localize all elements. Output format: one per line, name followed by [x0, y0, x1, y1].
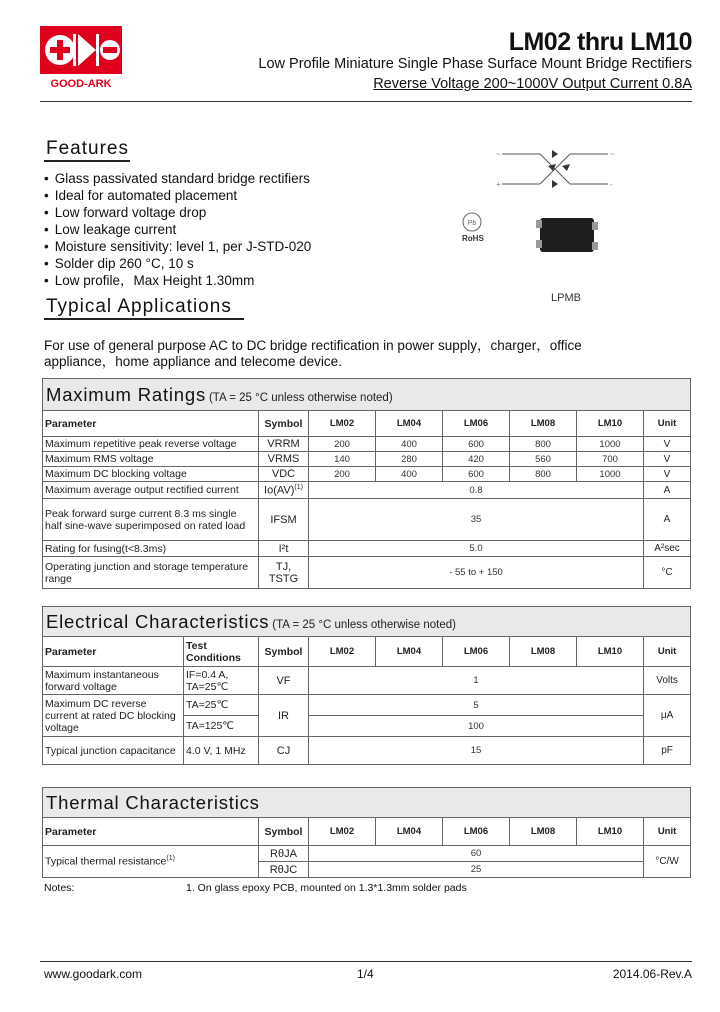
- symbol-cell: VDC: [259, 467, 309, 482]
- param-cell: Maximum DC blocking voltage: [43, 467, 259, 482]
- param-cell: Maximum average output rectified current: [43, 482, 259, 499]
- table-row: [43, 467, 691, 482]
- svg-text:-: -: [610, 180, 613, 189]
- col-header: Symbol: [259, 637, 309, 667]
- value-cell: - 55 to + 150: [309, 557, 644, 589]
- condition-cell: IF=0.4 A, TA=25℃: [184, 667, 259, 695]
- unit-cell: °C/W: [644, 846, 691, 878]
- value-cell: 420: [443, 452, 510, 467]
- symbol-cell: [259, 482, 309, 499]
- svg-text:~: ~: [496, 150, 501, 159]
- param-cell: Maximum RMS voltage: [43, 452, 259, 467]
- value-cell: 560: [510, 452, 577, 467]
- package-label: LPMB: [551, 292, 581, 304]
- col-header: LM04: [376, 637, 443, 667]
- symbol-cell: VRMS: [259, 452, 309, 467]
- table-row: [43, 437, 691, 452]
- list-item: • Low profile，Max Height 1.30mm: [44, 272, 311, 289]
- param-text: Typical thermal resistance: [45, 855, 167, 868]
- table-header-row: [43, 637, 691, 667]
- table-row: [43, 695, 691, 716]
- param-cell: Maximum repetitive peak reverse voltage: [43, 437, 259, 452]
- page-title: LM02 thru LM10: [508, 28, 692, 56]
- col-header: Unit: [644, 637, 691, 667]
- symbol-cell: CJ: [259, 737, 309, 765]
- col-header: Symbol: [259, 411, 309, 437]
- table-row: [43, 667, 691, 695]
- value-cell: 200: [309, 437, 376, 452]
- max-ratings-note: (TA = 25 °C unless otherwise noted): [208, 391, 393, 404]
- param-cell: Maximum instantaneous forward voltage: [43, 667, 184, 695]
- table-row: [43, 541, 691, 557]
- value-cell: 800: [510, 437, 577, 452]
- brand-text: GOOD-ARK: [50, 78, 112, 90]
- table-row: [43, 452, 691, 467]
- list-item: • Glass passivated standard bridge rectifiers: [44, 170, 311, 187]
- col-header: Parameter: [43, 637, 184, 667]
- symbol-cell: VF: [259, 667, 309, 695]
- value-cell: 800: [510, 467, 577, 482]
- symbol-cell: I²t: [259, 541, 309, 557]
- condition-cell: TA=25℃: [184, 695, 259, 716]
- applications-text: For use of general purpose AC to DC bridge rectification in power supply，charger，office appliance，home appliance and telecome device.: [44, 338, 582, 369]
- col-header: LM04: [376, 411, 443, 437]
- unit-cell: V: [644, 467, 691, 482]
- value-cell: 25: [309, 862, 644, 878]
- unit-cell: Volts: [644, 667, 691, 695]
- electrical-table: [42, 606, 691, 765]
- header-divider: [40, 101, 692, 102]
- col-header: LM10: [577, 818, 644, 846]
- footer-page-number: 1/4: [357, 967, 374, 981]
- col-header: LM04: [376, 818, 443, 846]
- param-cell: Peak forward surge current 8.3 ms single half sine-wave superimposed on rated load: [43, 499, 259, 541]
- notes-text: 1. On glass epoxy PCB, mounted on 1.3*1.3mm solder pads: [186, 882, 467, 894]
- electrical-caption: [43, 607, 691, 637]
- symbol-cell: RθJA: [259, 846, 309, 862]
- value-cell: 140: [309, 452, 376, 467]
- value-cell: 60: [309, 846, 644, 862]
- max-ratings-caption: [43, 379, 691, 411]
- value-cell: 1000: [577, 437, 644, 452]
- value-cell: 400: [376, 437, 443, 452]
- symbol-cell: RθJC: [259, 862, 309, 878]
- col-header: LM06: [443, 818, 510, 846]
- col-header: Unit: [644, 411, 691, 437]
- col-header: LM08: [510, 411, 577, 437]
- features-list: [44, 170, 311, 289]
- unit-cell: A: [644, 482, 691, 499]
- list-item: • Low leakage current: [44, 221, 311, 238]
- value-cell: 0.8: [309, 482, 644, 499]
- table-row: [43, 482, 691, 499]
- table-header-row: [43, 818, 691, 846]
- footer-divider: [40, 961, 692, 962]
- subtitle: Low Profile Miniature Single Phase Surface Mount Bridge Rectifiers: [258, 56, 692, 72]
- col-header: Unit: [644, 818, 691, 846]
- symbol-cell: VRRM: [259, 437, 309, 452]
- col-header: Symbol: [259, 818, 309, 846]
- thermal-caption: [43, 788, 691, 818]
- param-sup: (1): [166, 855, 175, 863]
- svg-text:~: ~: [610, 150, 615, 159]
- features-heading: Features: [46, 138, 129, 159]
- applications-heading: Typical Applications: [46, 296, 232, 317]
- param-cell: Typical junction capacitance: [43, 737, 184, 765]
- max-ratings-title: Maximum Ratings: [46, 383, 207, 405]
- unit-cell: V: [644, 452, 691, 467]
- table-row: [43, 846, 691, 862]
- col-header: LM10: [577, 411, 644, 437]
- applications-underline: [44, 318, 244, 320]
- table-row: [43, 499, 691, 541]
- value-cell: 5: [309, 695, 644, 716]
- thermal-title: Thermal Characteristics: [46, 791, 260, 813]
- electrical-note: (TA = 25 °C unless otherwise noted): [272, 618, 456, 631]
- unit-cell: A: [644, 499, 691, 541]
- col-header: LM02: [309, 818, 376, 846]
- value-cell: 5.0: [309, 541, 644, 557]
- param-cell: [43, 846, 259, 878]
- col-header: Parameter: [43, 818, 259, 846]
- svg-text:Pb: Pb: [467, 220, 477, 227]
- electrical-title: Electrical Characteristics: [46, 610, 270, 632]
- col-header: Parameter: [43, 411, 259, 437]
- value-cell: 35: [309, 499, 644, 541]
- value-cell: 600: [443, 467, 510, 482]
- col-header: LM06: [443, 411, 510, 437]
- rohs-label: RoHS: [462, 234, 484, 243]
- unit-cell: V: [644, 437, 691, 452]
- symbol-cell: TJ, TSTG: [259, 557, 309, 589]
- svg-text:+: +: [496, 180, 501, 189]
- col-header: LM10: [577, 637, 644, 667]
- col-header: LM02: [309, 637, 376, 667]
- param-cell: Operating junction and storage temperature range: [43, 557, 259, 589]
- col-header: LM06: [443, 637, 510, 667]
- condition-cell: TA=125℃: [184, 716, 259, 737]
- table-row: [43, 557, 691, 589]
- subtitle-ratings: Reverse Voltage 200~1000V Output Current 0.8A: [373, 76, 692, 92]
- param-cell: Rating for fusing(t<8.3ms): [43, 541, 259, 557]
- condition-cell: 4.0 V, 1 MHz: [184, 737, 259, 765]
- max-ratings-table: [42, 378, 691, 589]
- footer-revision: 2014.06-Rev.A: [612, 967, 692, 981]
- value-cell: 280: [376, 452, 443, 467]
- value-cell: 15: [309, 737, 644, 765]
- col-header: LM08: [510, 637, 577, 667]
- symbol-cell: IFSM: [259, 499, 309, 541]
- value-cell: 600: [443, 437, 510, 452]
- unit-cell: pF: [644, 737, 691, 765]
- value-cell: 700: [577, 452, 644, 467]
- value-cell: 1000: [577, 467, 644, 482]
- list-item: • Solder dip 260 °C, 10 s: [44, 255, 311, 272]
- symbol-sup: (1): [294, 483, 303, 491]
- value-cell: 400: [376, 467, 443, 482]
- unit-cell: μA: [644, 695, 691, 737]
- list-item: • Ideal for automated placement: [44, 187, 311, 204]
- notes-label: Notes:: [44, 882, 75, 894]
- footer-website[interactable]: www.goodark.com: [44, 967, 143, 981]
- list-item: • Moisture sensitivity: level 1, per J-STD-020: [44, 238, 311, 255]
- symbol-text: Io(AV): [264, 484, 295, 497]
- company-logo: [40, 26, 122, 90]
- thermal-table: [42, 787, 691, 878]
- value-cell: 200: [309, 467, 376, 482]
- value-cell: 100: [309, 716, 644, 737]
- list-item: • Low forward voltage drop: [44, 204, 311, 221]
- col-header: LM08: [510, 818, 577, 846]
- features-underline: [44, 160, 130, 162]
- value-cell: 1: [309, 667, 644, 695]
- col-header: Test Conditions: [184, 637, 259, 667]
- col-header: LM02: [309, 411, 376, 437]
- unit-cell: A²sec: [644, 541, 691, 557]
- table-row: [43, 737, 691, 765]
- symbol-cell: IR: [259, 695, 309, 737]
- unit-cell: °C: [644, 557, 691, 589]
- package-illustration: [462, 140, 620, 280]
- table-header-row: [43, 411, 691, 437]
- param-cell: Maximum DC reverse current at rated DC blocking voltage: [43, 695, 184, 737]
